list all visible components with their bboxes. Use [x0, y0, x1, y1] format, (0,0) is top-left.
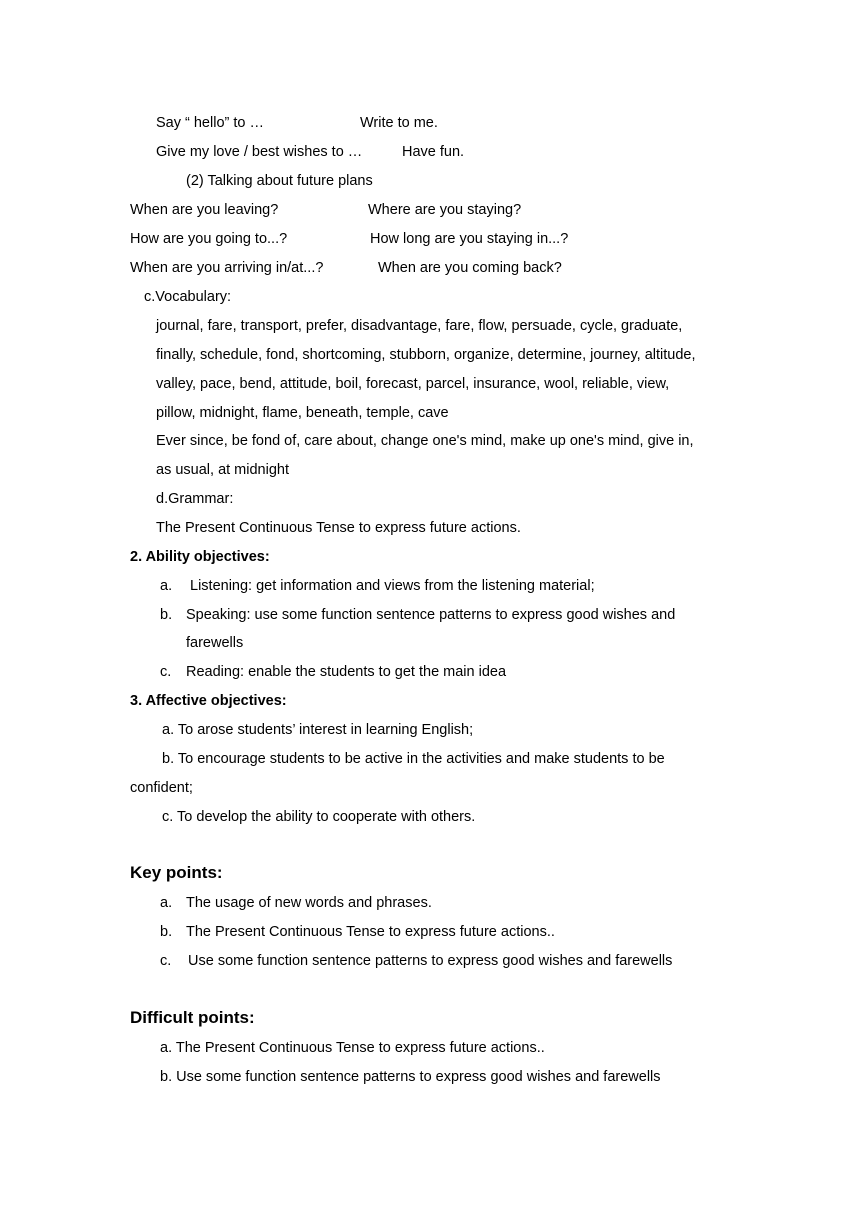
- difficult-points-heading: Difficult points:: [130, 1008, 255, 1027]
- list-marker: c.: [160, 953, 172, 969]
- vocabulary-heading: c.Vocabulary:: [144, 289, 232, 305]
- list-marker: c.: [160, 664, 172, 680]
- vocabulary-line: pillow, midnight, flame, beneath, temple, cave: [156, 405, 449, 421]
- phrase-say-hello: Say “ hello” to …: [156, 115, 264, 131]
- question-arriving: When are you arriving in/at...?: [130, 260, 324, 276]
- key-point-a: The usage of new words and phrases.: [186, 895, 432, 911]
- difficult-point-b: b. Use some function sentence patterns to express good wishes and farewells: [160, 1069, 661, 1085]
- vocabulary-line: Ever since, be fond of, care about, change one's mind, make up one's mind, give in,: [156, 433, 694, 449]
- list-marker: a.: [160, 578, 173, 594]
- affective-item-a: a. To arose students’ interest in learning English;: [162, 722, 474, 738]
- ability-speaking: Speaking: use some function sentence patterns to express good wishes and: [186, 607, 676, 623]
- difficult-point-a: a. The Present Continuous Tense to express future actions..: [160, 1040, 545, 1056]
- vocabulary-line: journal, fare, transport, prefer, disadvantage, fare, flow, persuade, cycle, graduate,: [156, 318, 683, 334]
- list-marker: a.: [160, 895, 173, 911]
- phrase-give-love: Give my love / best wishes to …: [156, 144, 363, 160]
- affective-item-c: c. To develop the ability to cooperate with others.: [162, 809, 476, 825]
- affective-objectives-heading: 3. Affective objectives:: [130, 693, 287, 709]
- key-point-b: The Present Continuous Tense to express future actions..: [186, 924, 555, 940]
- affective-item-b-continued: confident;: [130, 780, 193, 796]
- question-coming-back: When are you coming back?: [378, 260, 562, 276]
- ability-speaking-continued: farewells: [186, 635, 244, 651]
- ability-reading: Reading: enable the students to get the main idea: [186, 664, 507, 680]
- future-plans-heading: (2) Talking about future plans: [186, 173, 373, 189]
- list-marker: b.: [160, 607, 173, 623]
- vocabulary-line: finally, schedule, fond, shortcoming, stubborn, organize, determine, journey, altitude,: [156, 347, 696, 363]
- vocabulary-line: as usual, at midnight: [156, 462, 289, 478]
- key-point-c: Use some function sentence patterns to express good wishes and farewells: [188, 953, 673, 969]
- ability-objectives-heading: 2. Ability objectives:: [130, 549, 270, 565]
- phrase-have-fun: Have fun.: [402, 144, 465, 160]
- question-leaving: When are you leaving?: [130, 202, 279, 218]
- key-points-heading: Key points:: [130, 863, 223, 882]
- ability-listening: Listening: get information and views from the listening material;: [190, 578, 595, 594]
- question-staying: Where are you staying?: [368, 202, 522, 218]
- phrase-write-to-me: Write to me.: [360, 115, 438, 131]
- question-going-to: How are you going to...?: [130, 231, 288, 247]
- list-marker: b.: [160, 924, 173, 940]
- grammar-heading: d.Grammar:: [156, 491, 234, 507]
- vocabulary-line: valley, pace, bend, attitude, boil, forecast, parcel, insurance, wool, reliable, view,: [156, 376, 670, 392]
- question-how-long: How long are you staying in...?: [370, 231, 569, 247]
- grammar-text: The Present Continuous Tense to express future actions.: [156, 520, 521, 536]
- affective-item-b: b. To encourage students to be active in the activities and make students to be: [162, 751, 665, 767]
